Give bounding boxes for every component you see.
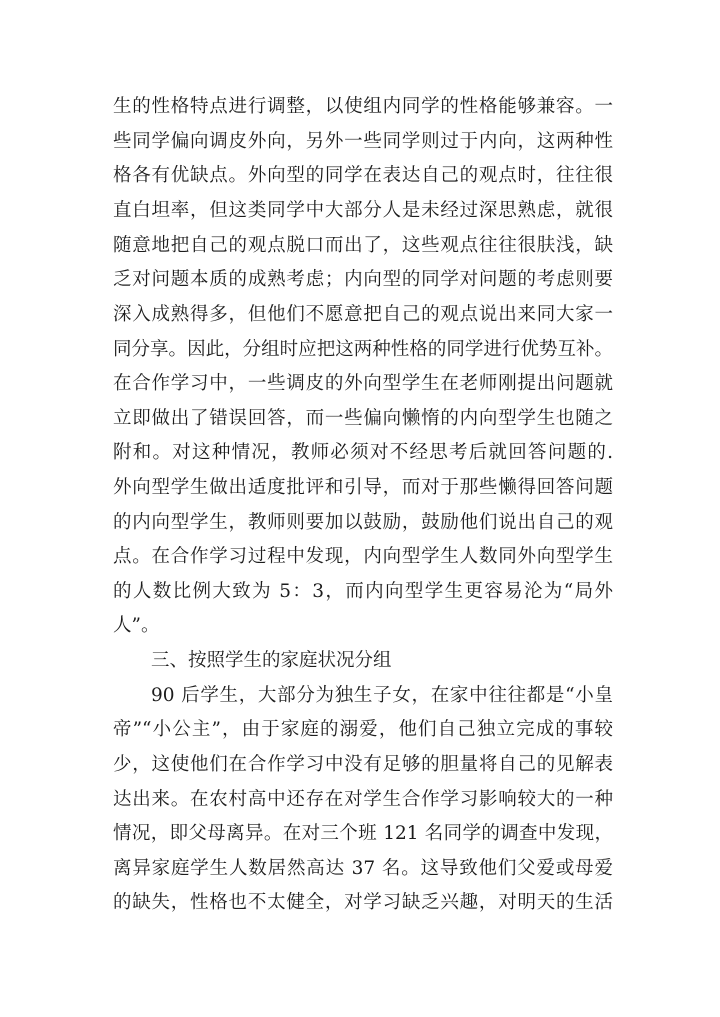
body-text-line: 的内向型学生，教师则要加以鼓励，鼓励他们说出自己的观: [113, 512, 613, 533]
body-text-line: 附和。对这种情况，教师必须对不经思考后就回答问题的.: [113, 442, 613, 463]
body-text-line: 达出来。在农村高中还存在对学生合作学习影响较大的一种: [113, 789, 613, 810]
section-heading: 三、按照学生的家庭状况分组: [151, 650, 392, 671]
body-text-line: 生的性格特点进行调整，以使组内同学的性格能够兼容。一: [113, 96, 613, 117]
body-text-line: 90 后学生，大部分为独生子女，在家中往往都是“小皇: [151, 685, 613, 706]
body-text-line: 情况，即父母离异。在对三个班 121 名同学的调查中发现，: [113, 823, 613, 844]
body-text-line: 立即做出了错误回答，而一些偏向懒惰的内向型学生也随之: [113, 408, 613, 429]
body-text-line: 在合作学习中，一些调皮的外向型学生在老师刚提出问题就: [113, 373, 613, 394]
body-text-line: 帝”“小公主”，由于家庭的溺爱，他们自己独立完成的事较: [113, 719, 613, 740]
body-text-line: 人”。: [113, 615, 160, 636]
body-text-line: 离异家庭学生人数居然高达 37 名。这导致他们父爱或母爱: [113, 858, 613, 879]
body-text-line: 随意地把自己的观点脱口而出了，这些观点往往很肤浅，缺: [113, 235, 613, 256]
body-text-line: 乏对问题本质的成熟考虑；内向型的同学对问题的考虑则要: [113, 269, 613, 290]
body-text-line: 格各有优缺点。外向型的同学在表达自己的观点时，往往很: [113, 165, 613, 186]
body-text-line: 直白坦率，但这类同学中大部分人是未经过深思熟虑，就很: [113, 200, 613, 221]
body-text-line: 同分享。因此，分组时应把这两种性格的同学进行优势互补。: [113, 339, 613, 360]
body-text-line: 的缺失，性格也不太健全，对学习缺乏兴趣，对明天的生活: [113, 892, 613, 913]
body-text-line: 的人数比例大致为 5：3，而内向型学生更容易沦为“局外: [113, 581, 613, 602]
body-text-line: 点。在合作学习过程中发现，内向型学生人数同外向型学生: [113, 546, 613, 567]
body-text-line: 少，这使他们在合作学习中没有足够的胆量将自己的见解表: [113, 754, 613, 775]
body-text-line: 深入成熟得多，但他们不愿意把自己的观点说出来同大家一: [113, 304, 613, 325]
body-text-line: 些同学偏向调皮外向，另外一些同学则过于内向，这两种性: [113, 131, 613, 152]
body-text-line: 外向型学生做出适度批评和引导，而对于那些懒得回答问题: [113, 477, 613, 498]
